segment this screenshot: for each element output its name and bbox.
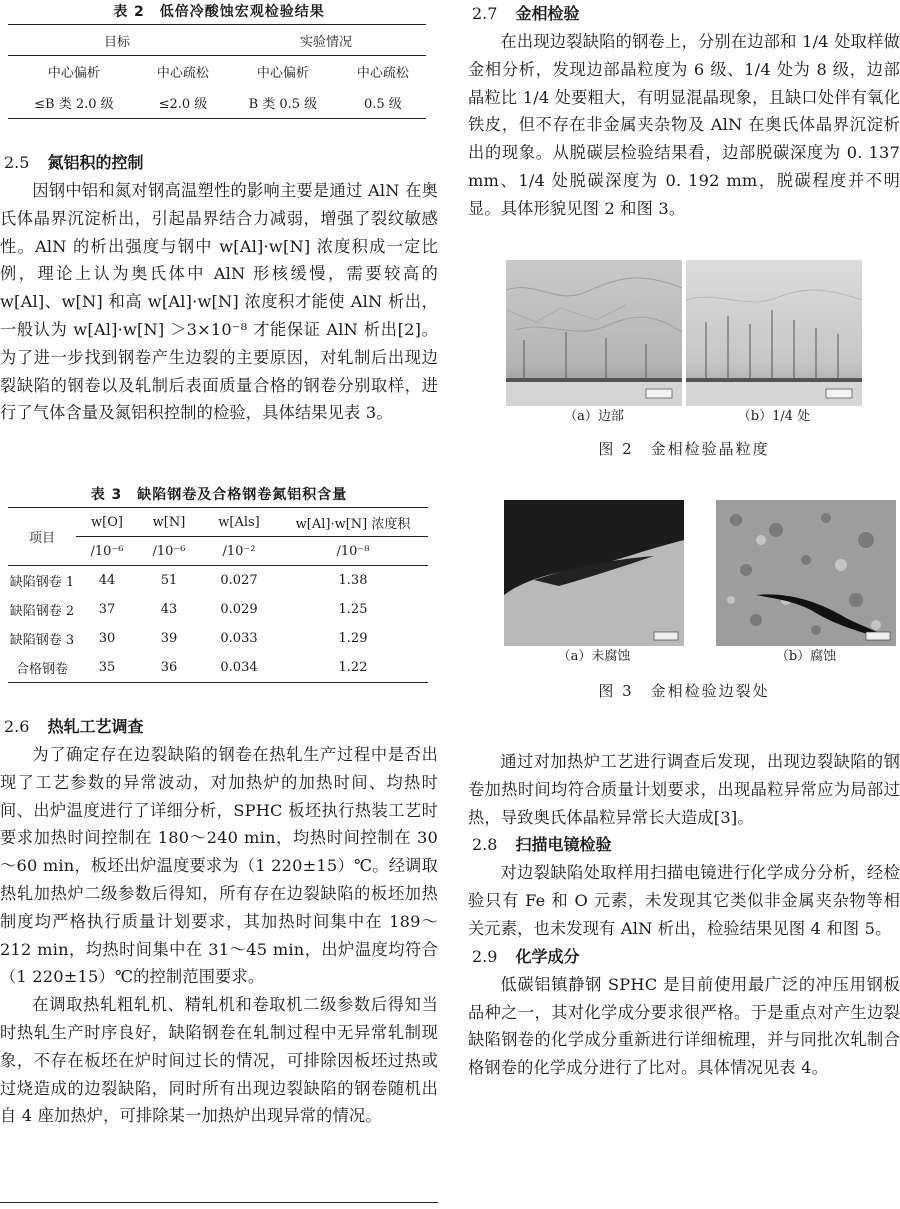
paragraph: 因钢中铝和氮对钢高温塑性的影响主要是通过 AlN 在奥氏体晶界沉淀析出，引起晶界结合力减弱，增强了裂纹敏感性。AlN 的析出强度与钢中 w[Al]·w[N] 浓度积成一定比例，理论上认为奥氏体中 AlN 形核缓慢，需要较高的 w[Al]、w[N] 和高 w[Al]·w[N] 浓度积才能使 AlN 析出，一般认为 w[Al]·w[N] ＞3×10⁻⁸ 才能保证 AlN 析出[2]。为了进一步找到钢卷产生边裂的主要原因，对轧制后出现边裂缺陷的钢卷以及轧制后表面质量合格的钢卷分别取样，进行了气体含量及氮铝积控制的检验，具体结果见表 3。 — [0, 181, 438, 423]
table3-cell: 35 — [76, 653, 138, 683]
figure2-title: 图 2 金相检验晶粒度 — [598, 440, 770, 458]
table3-cell: 0.033 — [220, 631, 258, 646]
table2-cell: ≤2.0 级 — [140, 86, 226, 119]
section-number: 2.5 — [4, 153, 30, 172]
section-title: 热轧工艺调查 — [47, 717, 144, 736]
table2-cell: B 类 0.5 级 — [226, 86, 340, 119]
section-heading — [472, 943, 900, 971]
table3-header: w[Al]·w[N] 浓度积 — [278, 508, 428, 537]
table2-subheader: 中心疏松 — [356, 65, 409, 81]
section-title: 金相检验 — [515, 4, 580, 23]
table2-group-header: 目标 — [8, 25, 226, 56]
table2-cell: ≤B 类 2.0 级 — [8, 86, 140, 119]
table3-cell: 1.22 — [278, 653, 428, 683]
section-number: 2.9 — [472, 946, 498, 966]
paragraph: 在调取热轧粗轧机、精轧机和卷取机二级参数后得知当时热轧生产时序良好，缺陷钢卷在轧制过程中无异常轧制现象，不存在板坯在炉时间过长的情况，可排除因板坯过热或过烧造成的边裂缺陷，同时所有出现边裂缺陷的钢卷随机出自 4 座加热炉，可排除某一加热炉出现异常的情况。 — [0, 995, 438, 1126]
section-heading — [472, 831, 900, 859]
table3-cell: 44 — [98, 573, 116, 588]
table3-unit: /10⁻⁶ — [76, 537, 138, 566]
table2-subheader: 中心偏析 — [47, 65, 100, 81]
section-title: 氮铝积的控制 — [47, 153, 144, 172]
right-column — [468, 0, 900, 1082]
paragraph: 对边裂缺陷处取样用扫描电镜进行化学成分分析，经检验只有 Fe 和 O 元素，未发现其它类似非金属夹杂物等相关元素，也未发现有 AlN 析出，检验结果见图 4 和图 5。 — [468, 863, 900, 938]
section-heading — [4, 713, 438, 741]
table3-row-label: 缺陷钢卷 1 — [9, 575, 75, 590]
micrograph-edge-image — [506, 260, 682, 406]
table3 — [8, 507, 428, 683]
section-title: 扫描电镜检验 — [515, 835, 612, 855]
table3-header: w[O] — [76, 508, 138, 537]
section-heading — [4, 149, 438, 177]
table3-header: w[Als] — [200, 508, 278, 537]
table2-subheader: 中心偏析 — [256, 65, 309, 81]
table3-title: 表 3 缺陷钢卷及合格钢卷氮铝积含量 — [90, 487, 348, 503]
table2-cell: 0.5 级 — [340, 86, 426, 119]
table3-unit: /10⁻⁸ — [278, 537, 428, 566]
table2-title: 表 2 低倍冷酸蚀宏观检验结果 — [113, 4, 325, 20]
table2 — [8, 24, 426, 119]
figure3-captions — [468, 646, 900, 668]
figure3-images — [468, 500, 900, 646]
figure-caption: （a）边部 — [564, 409, 624, 424]
paragraph: 在出现边裂缺陷的钢卷上，分别在边部和 1/4 处取样做金相分析，发现边部晶粒度为 6 级、1/4 处为 8 级，边部晶粒比 1/4 处要粗大，有明显混晶现象，且缺口处伴有氧化铁皮，但不存在非金属夹杂物及 AlN 在奥氏体晶界沉淀析出的现象。从脱碳层检验结果看，边部脱碳深度为 0. 137 mm、1/4 处脱碳深度为 0. 192 mm，脱碳程度并不明显。具体形貌见图 2 和图 3。 — [468, 32, 900, 218]
paragraph: 通过对加热炉工艺进行调查后发现，出现边裂缺陷的钢卷加热时间均符合质量计划要求，出现晶粒异常应为局部过热，导致奥氏体晶粒异常长大造成[3]。 — [468, 752, 900, 827]
table3-cell: 0.027 — [220, 573, 258, 588]
footer-rule — [0, 1202, 438, 1203]
table2-subheader: 中心疏松 — [156, 65, 209, 81]
table3-cell: 36 — [138, 653, 200, 683]
table3-cell: 1.38 — [338, 573, 368, 588]
table3-header: w[N] — [138, 508, 200, 537]
figure-caption: （b）腐蚀 — [775, 649, 837, 664]
figure2-images — [468, 250, 900, 406]
section-title: 化学成分 — [515, 946, 580, 966]
table3-cell: 51 — [160, 573, 178, 588]
section-number: 2.8 — [472, 835, 498, 855]
table-row — [8, 595, 428, 624]
section-number: 2.7 — [472, 4, 498, 23]
figure-caption: （a）未腐蚀 — [557, 649, 631, 664]
table3-unit: /10⁻⁶ — [138, 537, 200, 566]
micrograph-corroded-image — [716, 500, 896, 646]
table3-cell: 43 — [160, 602, 178, 617]
table3-cell: 0.029 — [220, 602, 258, 617]
table-row — [8, 624, 428, 653]
table-row — [8, 566, 428, 596]
table3-row-label: 合格钢卷 — [8, 653, 76, 683]
table3-unit: /10⁻² — [200, 537, 278, 566]
table3-cell: 1.29 — [338, 631, 368, 646]
section-number: 2.6 — [4, 717, 30, 736]
table3-cell: 0.034 — [200, 653, 278, 683]
micrograph-quarter-image — [686, 260, 862, 406]
table3-header-item: 项目 — [8, 508, 76, 566]
figure-caption: （b）1/4 处 — [737, 409, 811, 424]
table3-cell: 1.25 — [338, 602, 368, 617]
table3-cell: 37 — [98, 602, 116, 617]
table3-row-label: 缺陷钢卷 2 — [9, 604, 75, 619]
table3-cell: 30 — [98, 631, 116, 646]
figure3-title: 图 3 金相检验边裂处 — [598, 682, 770, 700]
micrograph-uncorroded-image — [504, 500, 684, 646]
section-heading — [472, 0, 900, 28]
left-column — [0, 0, 438, 1130]
paragraph: 低碳铝镇静钢 SPHC 是目前使用最广泛的冲压用钢板品种之一，其对化学成分要求很严格。于是重点对产生边裂缺陷钢卷的化学成分重新进行详细梳理，并与同批次轧制合格钢卷的化学成分进行了比对。具体情况见表 4。 — [468, 974, 900, 1078]
table-row — [8, 653, 428, 683]
figure2-captions — [468, 406, 900, 428]
paragraph: 为了确定存在边裂缺陷的钢卷在热轧生产过程中是否出现了工艺参数的异常波动，对加热炉的加热时间、均热时间、出炉温度进行了详细分析，SPHC 板坯执行热装工艺时要求加热时间控制在 180～240 min，均热时间控制在 30～60 min，板坯出炉温度要求为（1 220±15）℃。经调取热轧加热炉二级参数后得知，所有存在边裂缺陷的板坯加热制度均严格执行质量计划要求，其加热时间集中在 189～212 min，均热时间集中在 31～45 min，出炉温度均符合（1 220±15）℃的控制范围要求。 — [0, 745, 438, 987]
table3-row-label: 缺陷钢卷 3 — [9, 633, 75, 648]
table3-cell: 39 — [160, 631, 178, 646]
table2-group-header: 实验情况 — [226, 25, 426, 56]
